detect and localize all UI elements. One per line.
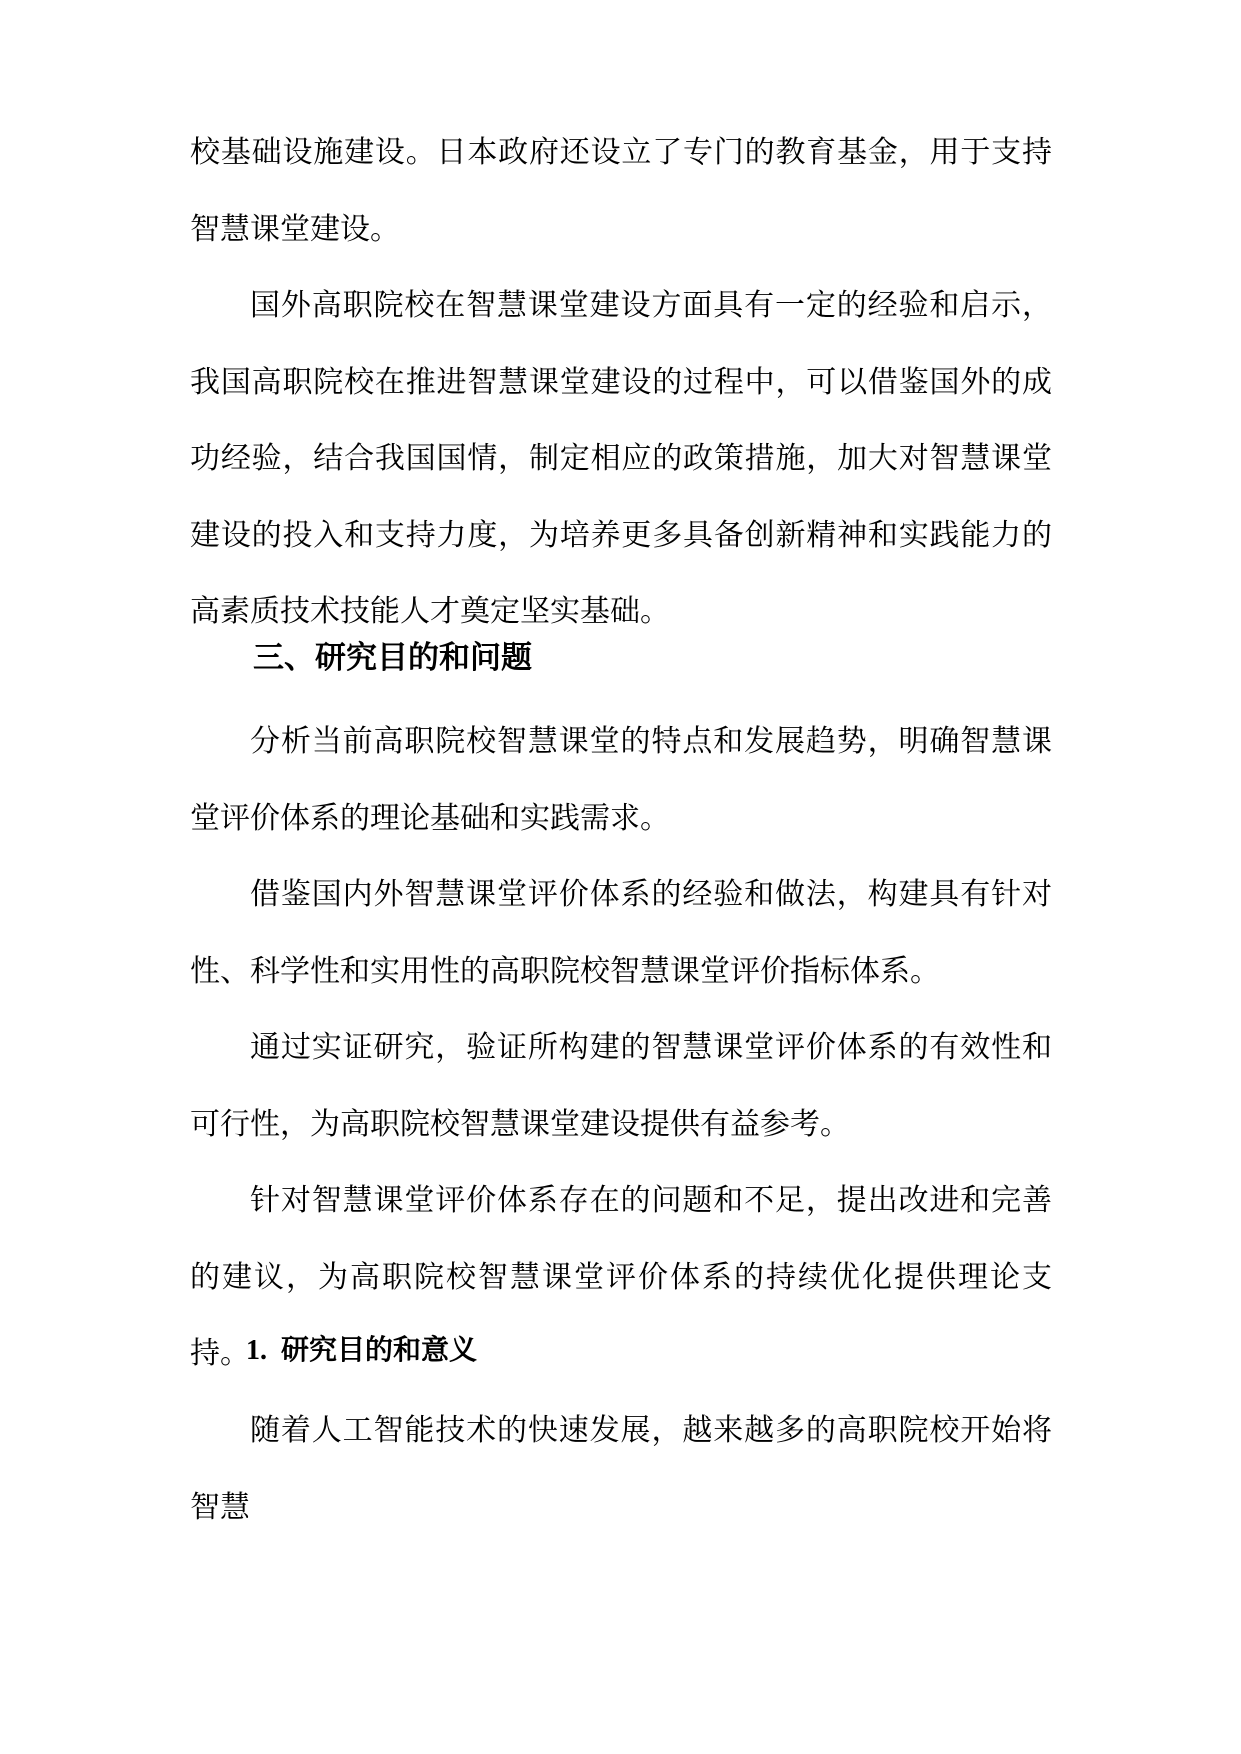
paragraph-continued: 校基础设施建设。日本政府还设立了专门的教育基金，用于支持智慧课堂建设。	[190, 135, 1052, 247]
objective-paragraph-4: 针对智慧课堂评价体系存在的问题和不足，提出改进和完善的建议，为高职院校智慧课堂评价体系的持续优化提供理论支持。	[190, 1183, 1052, 1371]
objective-paragraph-3: 通过实证研究，验证所构建的智慧课堂评价体系的有效性和可行性，为高职院校智慧课堂建设提供有益参考。	[190, 1030, 1052, 1142]
section-heading: 三、研究目的和问题	[253, 640, 532, 676]
sub-heading	[246, 1330, 477, 1371]
sub-heading-title: 研究目的和意义	[281, 1333, 478, 1366]
objective-paragraph-1: 分析当前高职院校智慧课堂的特点和发展趋势，明确智慧课堂评价体系的理论基础和实践需求。	[190, 724, 1052, 836]
purpose-paragraph: 随着人工智能技术的快速发展，越来越多的高职院校开始将智慧	[190, 1413, 1052, 1525]
sub-heading-number: 1.	[246, 1335, 267, 1366]
paragraph-foreign-experience: 国外高职院校在智慧课堂建设方面具有一定的经验和启示，我国高职院校在推进智慧课堂建设的过程中，可以借鉴国外的成功经验，结合我国国情，制定相应的政策措施，加大对智慧课堂建设的投入和支持力度，为培养更多具备创新精神和实践能力的高素质技术技能人才奠定坚实基础。	[190, 288, 1052, 629]
objective-paragraph-2: 借鉴国内外智慧课堂评价体系的经验和做法，构建具有针对性、科学性和实用性的高职院校智慧课堂评价指标体系。	[190, 877, 1052, 989]
